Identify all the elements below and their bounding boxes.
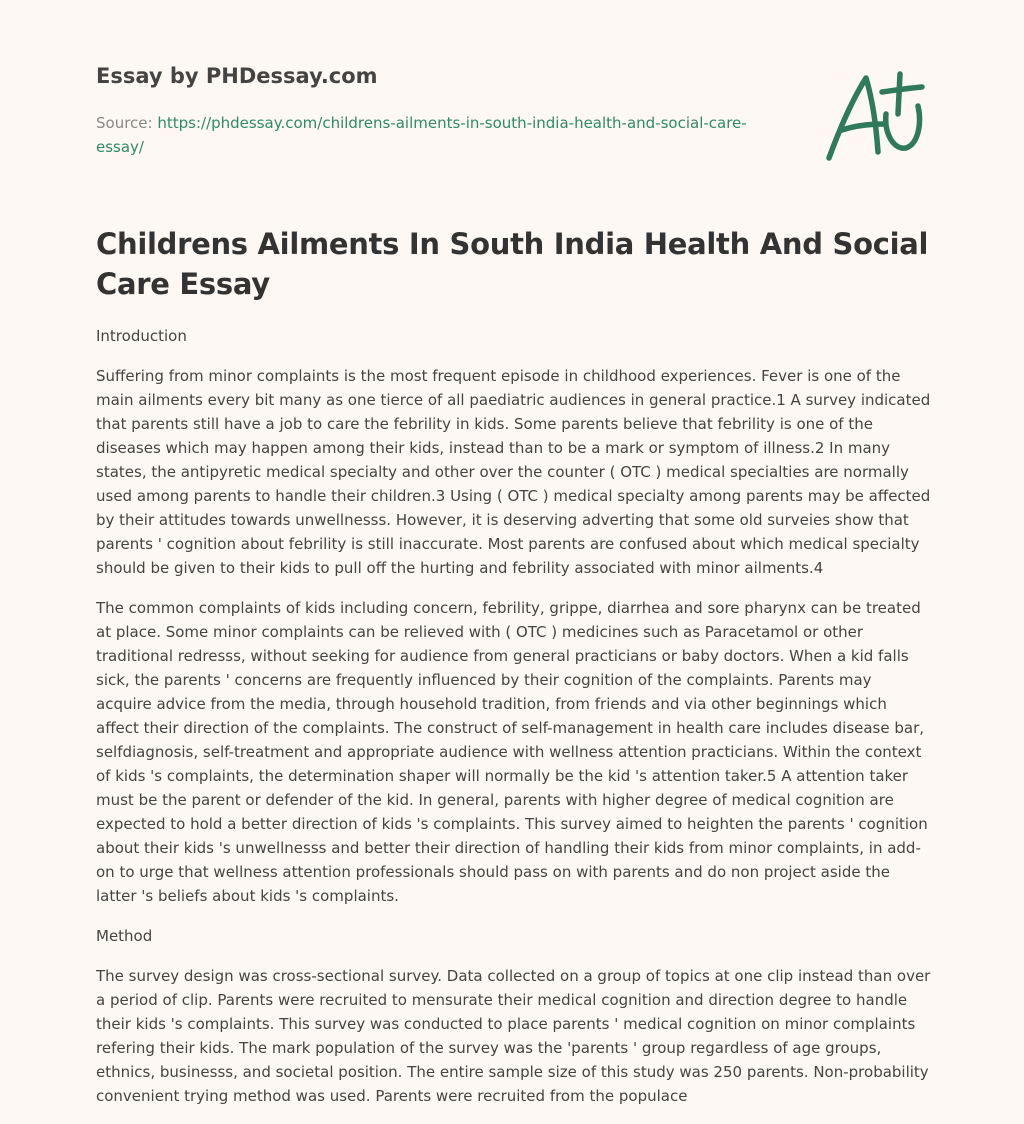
essay-body — [96, 324, 932, 1124]
section-heading-introduction: Introduction — [96, 327, 187, 345]
section-heading-method: Method — [96, 927, 153, 945]
paragraph: Suffering from minor complaints is the most frequent episode in childhood experiences. Fever is one of the main ailments every bit many as one tierce of all paediatric audiences in general practice.1 A survey indicated that parents still have a job to care the febrility in kids. Some parents believe that febrility is one of the diseases which may happen among their kids, instead than to be a mark or symptom of illness.2 In many states, the antipyretic medical specialty and other over the counter ( OTC ) medical specialties are normally used among parents to handle their children.3 Using ( OTC ) medical specialty among parents may be affected by their attitudes towards unwellnesss. However, it is deserving adverting that some old surveies show that parents ' cognition about febrility is still inaccurate. Most parents are confused about which medical specialty should be given to their kids to pull off the hurting and febrility associated with minor ailments.4 — [96, 367, 931, 577]
source-line — [96, 111, 776, 159]
brand-title: Essay by PHDessay.com — [96, 64, 378, 88]
source-link[interactable]: https://phdessay.com/childrens-ailments-in-south-india-health-and-social-care-essay/ — [96, 114, 747, 156]
paragraph: The survey design was cross-sectional survey. Data collected on a group of topics at one clip instead than over a period of clip. Parents were recruited to mensurate their medical cognition and direction degree to handle their kids 's complaints. This survey was conducted to place parents ' medical cognition on minor complaints refering their kids. The mark population of the survey was the 'parents ' group regardless of age groups, ethnics, businesss, and societal position. The entire sample size of this study was 250 parents. Non-probability convenient trying method was used. Parents were recruited from the populace — [96, 967, 931, 1105]
paragraph: The common complaints of kids including concern, febrility, grippe, diarrhea and sore pharynx can be treated at place. Some minor complaints can be relieved with ( OTC ) medicines such as Paracetamol or other traditional redresss, without seeking for audience from general practicians or baby doctors. When a kid falls sick, the parents ' concerns are frequently influenced by their cognition of the complaints. Parents may acquire advice from the media, through household tradition, from friends and via other beginnings which affect their direction of the complaints. The construct of self-management in health care includes disease bar, selfdiagnosis, self-treatment and appropriate audience with wellness attention practicians. Within the context of kids 's complaints, the determination shaper will normally be the kid 's attention taker.5 A attention taker must be the parent or defender of the kid. In general, parents with higher degree of medical cognition are expected to hold a better direction of kids 's complaints. This survey aimed to heighten the parents ' cognition about their kids 's unwellnesss and better their direction of handling their kids from minor complaints, in add-on to urge that wellness attention professionals should pass on with parents and do non project aside the latter 's beliefs about kids 's complaints. — [96, 599, 928, 905]
source-label: Source: — [96, 114, 153, 132]
essay-title: Childrens Ailments In South India Health And Social Care Essay — [96, 227, 929, 301]
a-plus-logo-icon — [822, 68, 932, 164]
